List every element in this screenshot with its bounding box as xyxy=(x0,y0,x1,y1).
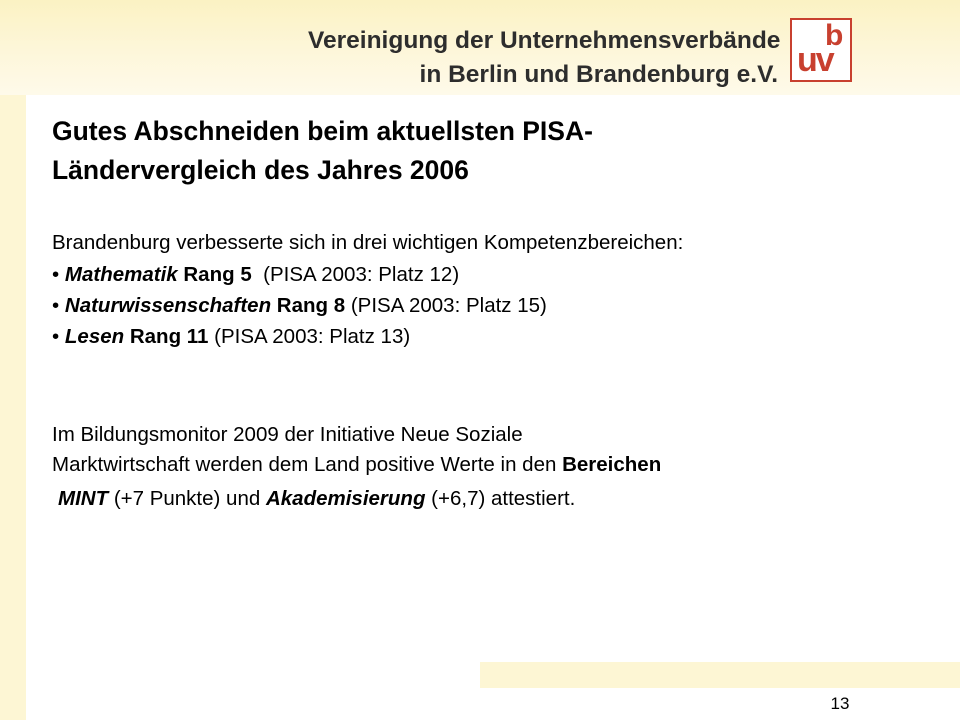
logo-uv-text: uv xyxy=(797,41,833,79)
logo-b-text: b xyxy=(825,19,844,52)
paragraph-line2-text: Marktwirtschaft werden dem Land positive Werte in den xyxy=(52,453,557,476)
bullet-item-mathematik xyxy=(52,259,932,290)
bullet-rank: Rang 8 xyxy=(276,294,346,317)
bullet-rank: Rang 5 xyxy=(183,263,252,286)
bildungsmonitor-paragraph xyxy=(52,420,932,518)
bullet-note: (PISA 2003: Platz 15) xyxy=(350,294,547,317)
paragraph-mint-points: (+7 Punkte) und xyxy=(113,487,261,510)
bullet-note: (PISA 2003: Platz 13) xyxy=(214,325,411,348)
paragraph-akademisierung-points: (+6,7) attestiert. xyxy=(431,487,576,510)
bullet-subject: Lesen xyxy=(64,325,125,348)
bullet-item-naturwissenschaften xyxy=(52,290,932,321)
slide-title xyxy=(52,112,752,190)
paragraph-mint: MINT xyxy=(58,487,109,510)
bullet-item-lesen xyxy=(52,321,932,352)
organization-name-line1: Vereinigung der Unternehmensverbände xyxy=(308,27,781,54)
paragraph-bereichen: Bereichen xyxy=(562,453,662,476)
bullet-list xyxy=(52,259,932,352)
paragraph-akademisierung: Akademisierung xyxy=(265,487,426,510)
uvb-logo xyxy=(790,18,852,82)
intro-text: Brandenburg verbesserte sich in drei wichtigen Kompetenzbereichen: xyxy=(52,231,684,254)
page-number: 13 xyxy=(830,694,850,713)
paragraph-line2 xyxy=(52,450,932,480)
slide-title-line2: Ländervergleich des Jahres 2006 xyxy=(52,155,469,185)
bullet-subject: Naturwissenschaften xyxy=(64,294,272,317)
bullet-note: (PISA 2003: Platz 12) xyxy=(263,263,460,286)
bullet-subject: Mathematik xyxy=(64,263,178,286)
bullet-rank: Rang 11 xyxy=(129,325,209,348)
slide-title-line1: Gutes Abschneiden beim aktuellsten PISA- xyxy=(52,116,593,146)
paragraph-line1: Im Bildungsmonitor 2009 der Initiative Neue Soziale xyxy=(52,423,523,446)
bullet-marker: • xyxy=(52,263,60,286)
organization-name xyxy=(308,24,781,92)
bullet-marker: • xyxy=(52,325,60,348)
organization-name-line2: in Berlin und Brandenburg e.V. xyxy=(419,61,778,88)
footer-band xyxy=(480,662,960,688)
left-accent-strip xyxy=(0,95,26,720)
bullet-marker: • xyxy=(52,294,60,317)
paragraph-line3 xyxy=(52,480,932,518)
